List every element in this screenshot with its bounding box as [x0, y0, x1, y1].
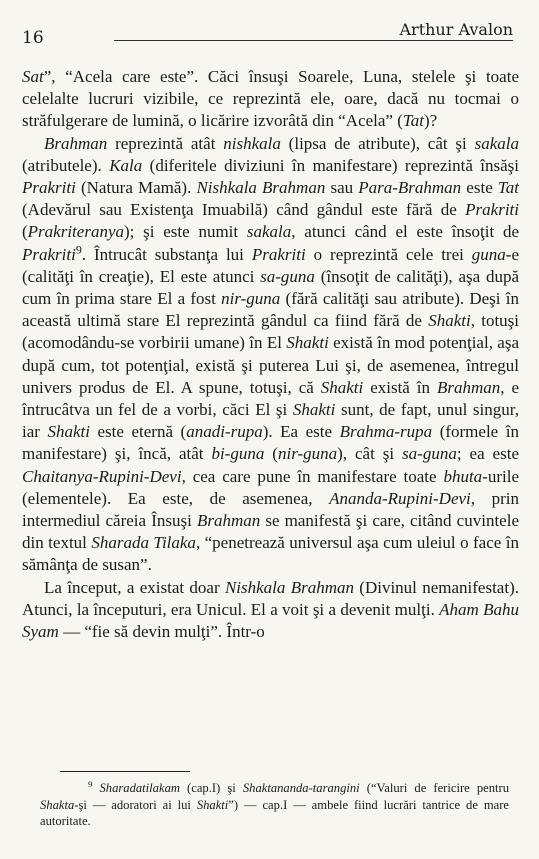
- text-run: Brahman: [196, 511, 261, 531]
- text-run: -e (calităţi în creaţie), El este atunci: [22, 244, 520, 286]
- text-run: , “penetrează universul aşa cum uleiul o face în sămânţa de susan”.: [22, 533, 519, 575]
- text-run: ). Ea este: [262, 422, 340, 442]
- text-run: La început, a existat doar: [44, 577, 225, 597]
- text-run: sakala: [474, 133, 519, 153]
- text-run: există în: [363, 377, 437, 397]
- body-text: [22, 66, 519, 643]
- text-run: (Natura Mamă).: [75, 178, 197, 198]
- text-run: Brahma-rupa: [339, 422, 433, 442]
- text-run: Ananda-Rupini-Devi: [329, 488, 471, 508]
- text-run: Shakti: [286, 333, 329, 353]
- paragraph: [22, 133, 519, 577]
- text-run: Shakti: [428, 311, 471, 331]
- text-run: guna: [471, 244, 506, 264]
- text-run: Aham Bahu Syam: [22, 599, 519, 642]
- text-run: Prakriteranya: [27, 222, 124, 242]
- text-run: Prakriti: [22, 178, 76, 198]
- text-run: Prakriti: [22, 244, 76, 264]
- text-run: Brahman: [44, 133, 108, 153]
- text-run: Chaitanya-Rupini-Devi: [22, 466, 182, 486]
- text-run: bi-guna: [211, 444, 265, 464]
- text-run: , prin intermediul căreia Însuşi: [22, 488, 519, 531]
- text-run: sa-guna: [260, 266, 315, 286]
- footnote-ref: 9: [88, 778, 93, 789]
- text-run: Prakriti: [251, 244, 306, 264]
- text-run: -urile (elementele). Ea este, de asemenea,: [22, 466, 519, 508]
- text-run: , atunci când el este însoţit de: [291, 222, 519, 242]
- text-run: (: [264, 444, 278, 464]
- text-run: Brahman: [436, 377, 501, 397]
- text-run: (diferitele diviziuni în manifestare) reprezintă însăşi: [142, 155, 520, 175]
- footnote-ref: 9: [75, 241, 82, 256]
- text-run: (lipsa de atribute), cât şi: [280, 133, 475, 153]
- text-run: , e întrucâtva un fel de a vorbi, căci El şi: [22, 377, 519, 420]
- text-run: Shakti: [292, 400, 336, 420]
- text-run: (formele în manifestare) şi, încă, atât: [22, 422, 519, 464]
- text-run: (: [22, 222, 28, 242]
- text-run: Nishkala Brahman: [224, 577, 354, 597]
- text-run: )?: [424, 111, 438, 131]
- text-run: Prakriti: [465, 200, 519, 220]
- text-run: . Întrucât substanţa lui: [81, 244, 252, 264]
- text-run: -şi — adoratori ai lui: [74, 797, 197, 812]
- text-run: există în mod potenţial, aşa după cum, tot potenţial, există şi puterea Lui şi, de asemenea, întregul univers produs de El. A spune, totuşi, că: [22, 333, 519, 397]
- text-run: se manifestă şi care, citând cuvintele din textul: [22, 511, 519, 553]
- paragraph: [22, 577, 519, 644]
- text-run: (atributele).: [22, 155, 110, 175]
- text-run: o reprezintă cele trei: [305, 244, 472, 264]
- text-run: (Adevărul sau Existenţa Imuabilă) când gândul este fără de: [22, 200, 466, 220]
- text-run: Shaktananda-tarangini: [242, 781, 360, 795]
- text-run: ”, “Acela care este”. Căci însuşi Soarele, Luna, stelele şi toate celelalte lucruri vizibile, ce reprezintă ele, oare, dacă nu tocmai o străfulgerare de lumină, o licărire izvorâtă din “Acela” (: [22, 67, 519, 131]
- text-run: nishkala: [223, 133, 281, 153]
- footnote-rule: [60, 771, 190, 772]
- text-run: sa-guna: [402, 444, 457, 464]
- page-header: [22, 18, 513, 48]
- text-run: Sat: [22, 67, 44, 86]
- text-run: Kala: [109, 155, 143, 175]
- text-run: (fără calităţi sau atribute). Deşi în această ultimă stare El reprezintă gândul ca fiind fără de: [22, 289, 519, 331]
- text-run: sau: [325, 178, 359, 198]
- text-run: sakala: [246, 222, 292, 242]
- text-run: anadi-rupa: [186, 422, 263, 442]
- text-run: Nishkala Brahman: [196, 178, 326, 198]
- text-run: nir-guna: [221, 289, 281, 309]
- header-rule: [114, 40, 513, 41]
- text-run: reprezintă atât: [107, 133, 224, 153]
- text-run: , totuşi (acomodându-se vorbirii umane) în El: [22, 311, 519, 353]
- text-run: — “fie să devin mulţi”. Într-o: [58, 622, 265, 642]
- text-run: Tat: [497, 178, 519, 198]
- text-run: (Divinul nemanifestat). Atunci, la începuturi, era Unicul. El a voit şi a devenit mulţi.: [22, 577, 519, 619]
- text-run: [92, 781, 99, 795]
- text-run: (cap.I) şi: [179, 781, 243, 795]
- text-run: este: [461, 178, 498, 198]
- text-run: sunt, de fapt, unul singur, iar: [22, 400, 520, 442]
- footnote: [40, 780, 509, 830]
- text-run: Para-Brahman: [358, 178, 462, 198]
- text-run: ); şi este numit: [124, 222, 247, 242]
- text-run: bhuta: [443, 466, 483, 486]
- text-run: (“Valuri de fericire pentru: [359, 781, 509, 795]
- text-run: (însoţit de calităţi), aşa după cum în prima stare El a fost: [22, 266, 519, 309]
- text-run: , cea care pune în manifestare toate: [181, 466, 444, 486]
- text-run: Tat: [402, 111, 425, 131]
- text-run: ”) — cap.I — ambele fiind lucrări tantrice de mare autoritate.: [40, 797, 509, 828]
- text-run: Sharadatilakam: [99, 781, 180, 795]
- text-run: este eternă (: [89, 422, 187, 442]
- paragraph: [22, 66, 519, 133]
- text-run: nir-guna: [277, 444, 338, 464]
- text-run: ), cât şi: [337, 444, 403, 464]
- text-run: Shakti: [196, 797, 229, 812]
- text-run: Shakti: [47, 422, 90, 442]
- text-run: Shakti: [320, 377, 364, 397]
- text-run: Sharada Tilaka: [91, 533, 196, 553]
- page-number: 16: [22, 28, 44, 48]
- running-head: Arthur Avalon: [399, 20, 513, 39]
- text-run: ; ea este: [456, 444, 519, 464]
- text-run: Shakta: [40, 797, 75, 812]
